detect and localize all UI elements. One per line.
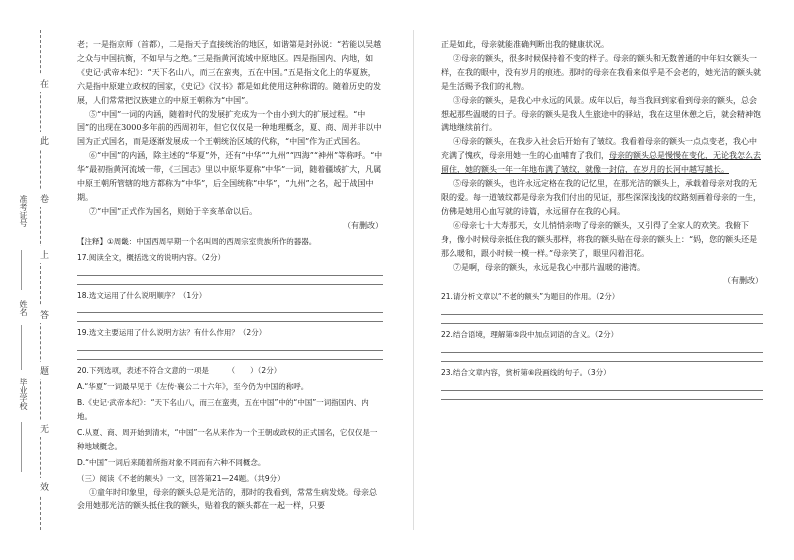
question-22: 22.结合语境，理解第⑤段中加点词语的含义。（2分）: [441, 330, 619, 340]
section-three-heading: （三）阅读《不老的额头》一文，回答第21—24题。（共9分）: [77, 473, 285, 483]
answer-line[interactable]: [441, 352, 763, 353]
option-c: C.从夏、商、周开始到清末，“中国”一名从来作为一个王朝或政权的正式国名，它仅仅是一种地域概念。: [77, 427, 378, 451]
answer-line[interactable]: [441, 323, 763, 324]
option-b: B.《史记·武帝本纪》：“天下名山八，而三在蛮夷，五在中国”中的“中国”一词指国内、内地。: [77, 398, 369, 422]
question-20: 20.下列选项，表述不符合文意的一项是 （ ）（2分）: [77, 366, 282, 376]
name-field[interactable]: [21, 325, 22, 370]
column-divider: [413, 30, 414, 530]
answer-line[interactable]: [77, 284, 383, 285]
binding-line: [40, 30, 41, 530]
passage-paragraph: ③母亲的额头，是我心中永远的风景。成年以后，每当我回到家看到母亲的额头，总会想起那些温暖的日子。母亲的额头是我人生旅途中的驿站，我在这里休憩之后，就会精神饱满地继续前行。: [441, 95, 761, 133]
passage-paragraph: ⑤“中国”一词的内涵，随着时代的发展扩充成为一个由小到大的扩展过程。“中国”的出现在3000多年前的西周初年，但它仅仅是一种地理概念，夏、商、周并非以中国为正式国名，而是逐渐发展成一个王朝统治区域的代称，“中国”作为正式国名。: [77, 109, 382, 147]
underlined-sentence: 母亲的额头总是慢慢在变化，无论我怎么去留住，她的额头一年一年地布满了皱纹，就像一封信，在岁月的长河中越写越长。: [441, 151, 761, 175]
passage-paragraph: 老；一是指京师（首都），二是指天子直接统治的地区，如谐第是封孙说：“若能以吴越之众与中国抗衡，不如早与之绝。”三是指黄河流域中原地区。四是指国内、内地，如《史记·武帝本纪》：“天下名山八，而三在蛮夷，五在中国。”五是指文化上的华夏族，六是指中原建立政权的国家，《史记》《汉书》都是如此使用这种称谓的。随着历史的发展，人们常常把汉族建立的中原王朝称为“中国”。: [77, 40, 382, 105]
binding-margin: [0, 0, 50, 560]
answer-line[interactable]: [77, 321, 383, 322]
passage-paragraph: ⑥“中国”的内涵，除主述的“华夏”外，还有“中华”“九州”“四海”“神州”等称呼。“中华”最初指黄河流域一带，《三国志》里以中原华夏称“中华”一词，随着疆域扩大，凡属中原王朝所管辖的地方都称为“中华”，后全国统称“中华”，“九州”之名，起于战国中期。: [77, 151, 383, 202]
answer-line[interactable]: [441, 399, 763, 400]
passage-paragraph: ①童年时印象里，母亲的额头总是光洁的，那时的我看到，常常生病发烧。母亲总会用她那光洁的额头抵住我的额头，贴着我的额头都在一起一样，只要: [77, 487, 377, 511]
passage-paragraph: ⑥母亲七十大寿那天，女儿悄悄亲吻了母亲的额头，又引得了全家人的欢笑。我俯下身，像小时候母亲抵住我的额头那样，将我的额头贴在母亲的额头上：“妈，您的额头还是那么暖和，跟小时候一模一样。”母亲笑了，眼里闪着泪花。: [441, 220, 758, 258]
option-d: D.“中国”一词后来随着所指对象不同而有六种不同概念。: [77, 457, 266, 467]
answer-line[interactable]: [441, 361, 763, 362]
exam-id-field[interactable]: [21, 250, 22, 290]
passage-paragraph: ⑦是啊，母亲的额头，永远是我心中那片温暖的港湾。: [453, 262, 645, 272]
name-label: 姓名: [19, 300, 28, 316]
answer-line[interactable]: [77, 359, 383, 360]
margin-char: 上: [40, 246, 49, 263]
source-note: （有删改）: [343, 220, 383, 230]
question-19: 19.选文主要运用了什么说明方法？有什么作用？（2分）: [77, 328, 267, 338]
margin-char: 效: [40, 478, 49, 495]
margin-char: 在: [40, 75, 49, 92]
passage-paragraph: [441, 135, 763, 177]
question-18: 18.选文运用了什么说明顺序？（1分）: [77, 290, 207, 300]
margin-char: 答: [40, 306, 49, 323]
question-17: 17.阅读全文，概括选文的说明内容。（2分）: [77, 252, 225, 262]
source-note: （有删改）: [723, 276, 763, 286]
answer-line[interactable]: [441, 390, 763, 391]
option-a: A.“华夏”一词最早见于《左传·襄公二十六年》，至今仍为中国的称呼。: [77, 382, 309, 392]
margin-char: 题: [40, 362, 49, 379]
passage-paragraph: 正是如此，母亲就能准确判断出我的健康状况。: [441, 40, 609, 49]
margin-char: 此: [40, 132, 49, 149]
margin-char: 卷: [40, 190, 49, 207]
exam-id-label: 准考证号: [19, 195, 28, 227]
paragraph-text: ④母亲的额头，在我步入社会后开始有了皱纹。我看着母亲的额头一点点变老，我心中充满了愧疚，母亲用她一生的心血哺育了我们，: [441, 137, 757, 161]
passage-paragraph: ②母亲的额头，很多时候保持着不变的样子。母亲的额头和无数普通的中年妇女额头一样，在我的眼中，没有岁月的痕迹。那时的母亲在我看来似乎是不会老的，她光洁的额头就是生活赐予我们的礼物。: [441, 53, 761, 91]
answer-line[interactable]: [441, 314, 763, 315]
question-21: 21.请分析文章以“不老的额头”为题目的作用。（2分）: [441, 292, 620, 302]
right-column: [441, 38, 763, 404]
margin-char: 无: [40, 420, 49, 437]
passage-paragraph: ⑦“中国”正式作为国名，则始于辛亥革命以后。: [89, 206, 258, 216]
school-label: 毕业学校: [19, 378, 28, 410]
answer-line[interactable]: [77, 312, 383, 313]
question-23: 23.结合文章内容，赏析第⑥段画线的句子。（3分）: [441, 368, 611, 378]
passage-paragraph: ⑤母亲的额头，也许永远定格在我的记忆里，在那光洁的额头上，承载着母亲对我的无限的爱。每一道皱纹都是母亲为我们付出的见证，那些深深浅浅的纹路刻画着母亲的一生，仿佛是她用心血写就的诗篇，永远留存在我的心间。: [441, 179, 761, 216]
left-column: [77, 38, 383, 513]
annotation-note: 【注释】①周畿：中国西周早期一个名叫周的西周宗室贵族所作的器器。: [77, 236, 317, 246]
answer-line[interactable]: [77, 275, 383, 276]
answer-line[interactable]: [77, 350, 383, 351]
school-field[interactable]: [21, 422, 22, 472]
